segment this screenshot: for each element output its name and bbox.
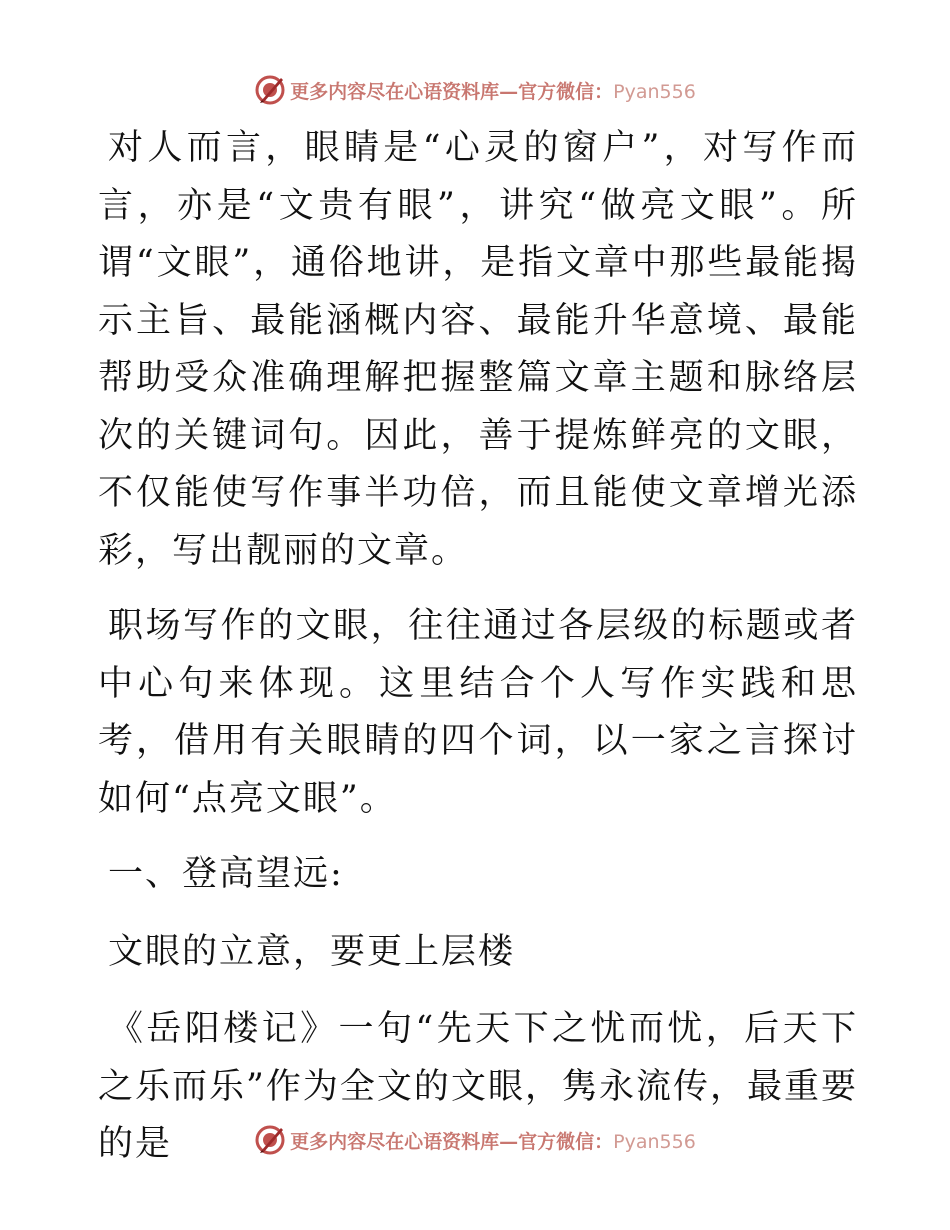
banner-label: [290, 1127, 696, 1154]
pen-circle-logo-icon: [254, 1124, 286, 1156]
paragraph-2: 职场写作的文眼，往往通过各层级的标题或者中心句来体现。这里结合个人写作实践和思考，借用有关眼睛的四个词，以一家之言探讨如何“点亮文眼”。: [98, 606, 858, 819]
paragraph-3: 《岳阳楼记》一句“先天下之忧而忧，后天下之乐而乐”作为全文的文眼，隽永流传，最重要的是: [98, 1009, 858, 1164]
document-body: [98, 120, 858, 1192]
footer-watermark-banner: [0, 1122, 950, 1158]
pen-circle-logo-icon: [254, 74, 286, 106]
section-heading: 一、登高望远:: [108, 854, 344, 894]
header-watermark-banner: [0, 72, 950, 108]
banner-contact: Pyan556: [613, 1130, 696, 1153]
paragraph-1: 对人而言，眼睛是“心灵的窗户”，对写作而言，亦是“文贵有眼”，讲究“做亮文眼”。所谓“文眼”，通俗地讲，是指文章中那些最能揭示主旨、最能涵概内容、最能升华意境、最能帮助受众准确理解把握整篇文章主题和脉络层次的关键词句。因此，善于提炼鲜亮的文眼，不仅能使写作事半功倍，而且能使文章增光添彩，写出靓丽的文章。: [98, 128, 858, 571]
banner-text: 更多内容尽在心语资料库—官方微信：: [290, 80, 614, 103]
banner-label: [290, 77, 696, 104]
banner-contact: Pyan556: [613, 80, 696, 103]
banner-text: 更多内容尽在心语资料库—官方微信：: [290, 1130, 614, 1153]
sub-heading: 文眼的立意，要更上层楼: [108, 931, 516, 972]
